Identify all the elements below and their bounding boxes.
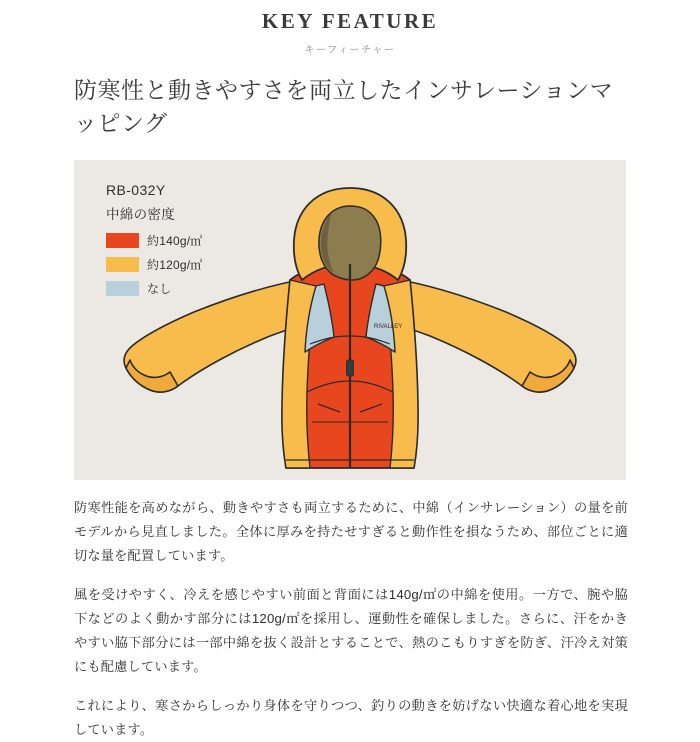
legend-label-140: 約140g/㎡ — [147, 233, 203, 248]
legend-item — [106, 256, 286, 273]
legend-swatch-120 — [106, 257, 139, 272]
product-figure — [74, 160, 626, 480]
legend-item-list — [106, 232, 286, 297]
legend-item — [106, 232, 286, 249]
body-copy — [0, 480, 700, 742]
legend-title: 中綿の密度 — [106, 206, 175, 222]
figure-legend — [106, 182, 286, 304]
legend-label-none: なし — [147, 281, 172, 296]
legend-swatch-none — [106, 281, 139, 296]
legend-swatch-140 — [106, 233, 139, 248]
legend-label-120: 約120g/㎡ — [147, 257, 203, 272]
page-title: KEY FEATURE — [261, 9, 439, 33]
body-paragraph-1: 防寒性能を高めながら、動きやすさも両立するために、中綿（インサレーション）の量を前モデルから見直しました。全体に厚みを持たせすぎると動作性を損なうため、部位ごとに適切な量を配置しています。 — [74, 499, 628, 563]
legend-model-code: RB-032Y — [106, 181, 166, 198]
page-subtitle: キーフィーチャー — [304, 45, 396, 56]
section-heading: 防寒性と動きやすさを両立したインサレーションマッピング — [74, 77, 614, 137]
body-paragraph-2: 風を受けやすく、冷えを感じやすい前面と背面には140g/㎡の中綿を使用。一方で、腕や脇下などのよく動かす部分には120g/㎡を採用し、運動性を確保しました。さらに、汗をかきやすい脇下部分には一部中綿を抜く設計とすることで、熱のこもりすぎを防ぎ、汗冷え対策にも配慮しています。 — [74, 586, 628, 674]
legend-item — [106, 280, 286, 297]
page-header — [0, 0, 700, 56]
body-paragraph-3: これにより、寒さからしっかり身体を守りつつ、釣りの動きを妨げない快適な着心地を実現しています。 — [74, 697, 628, 737]
brand-mark: RIVALLEY — [374, 323, 403, 330]
